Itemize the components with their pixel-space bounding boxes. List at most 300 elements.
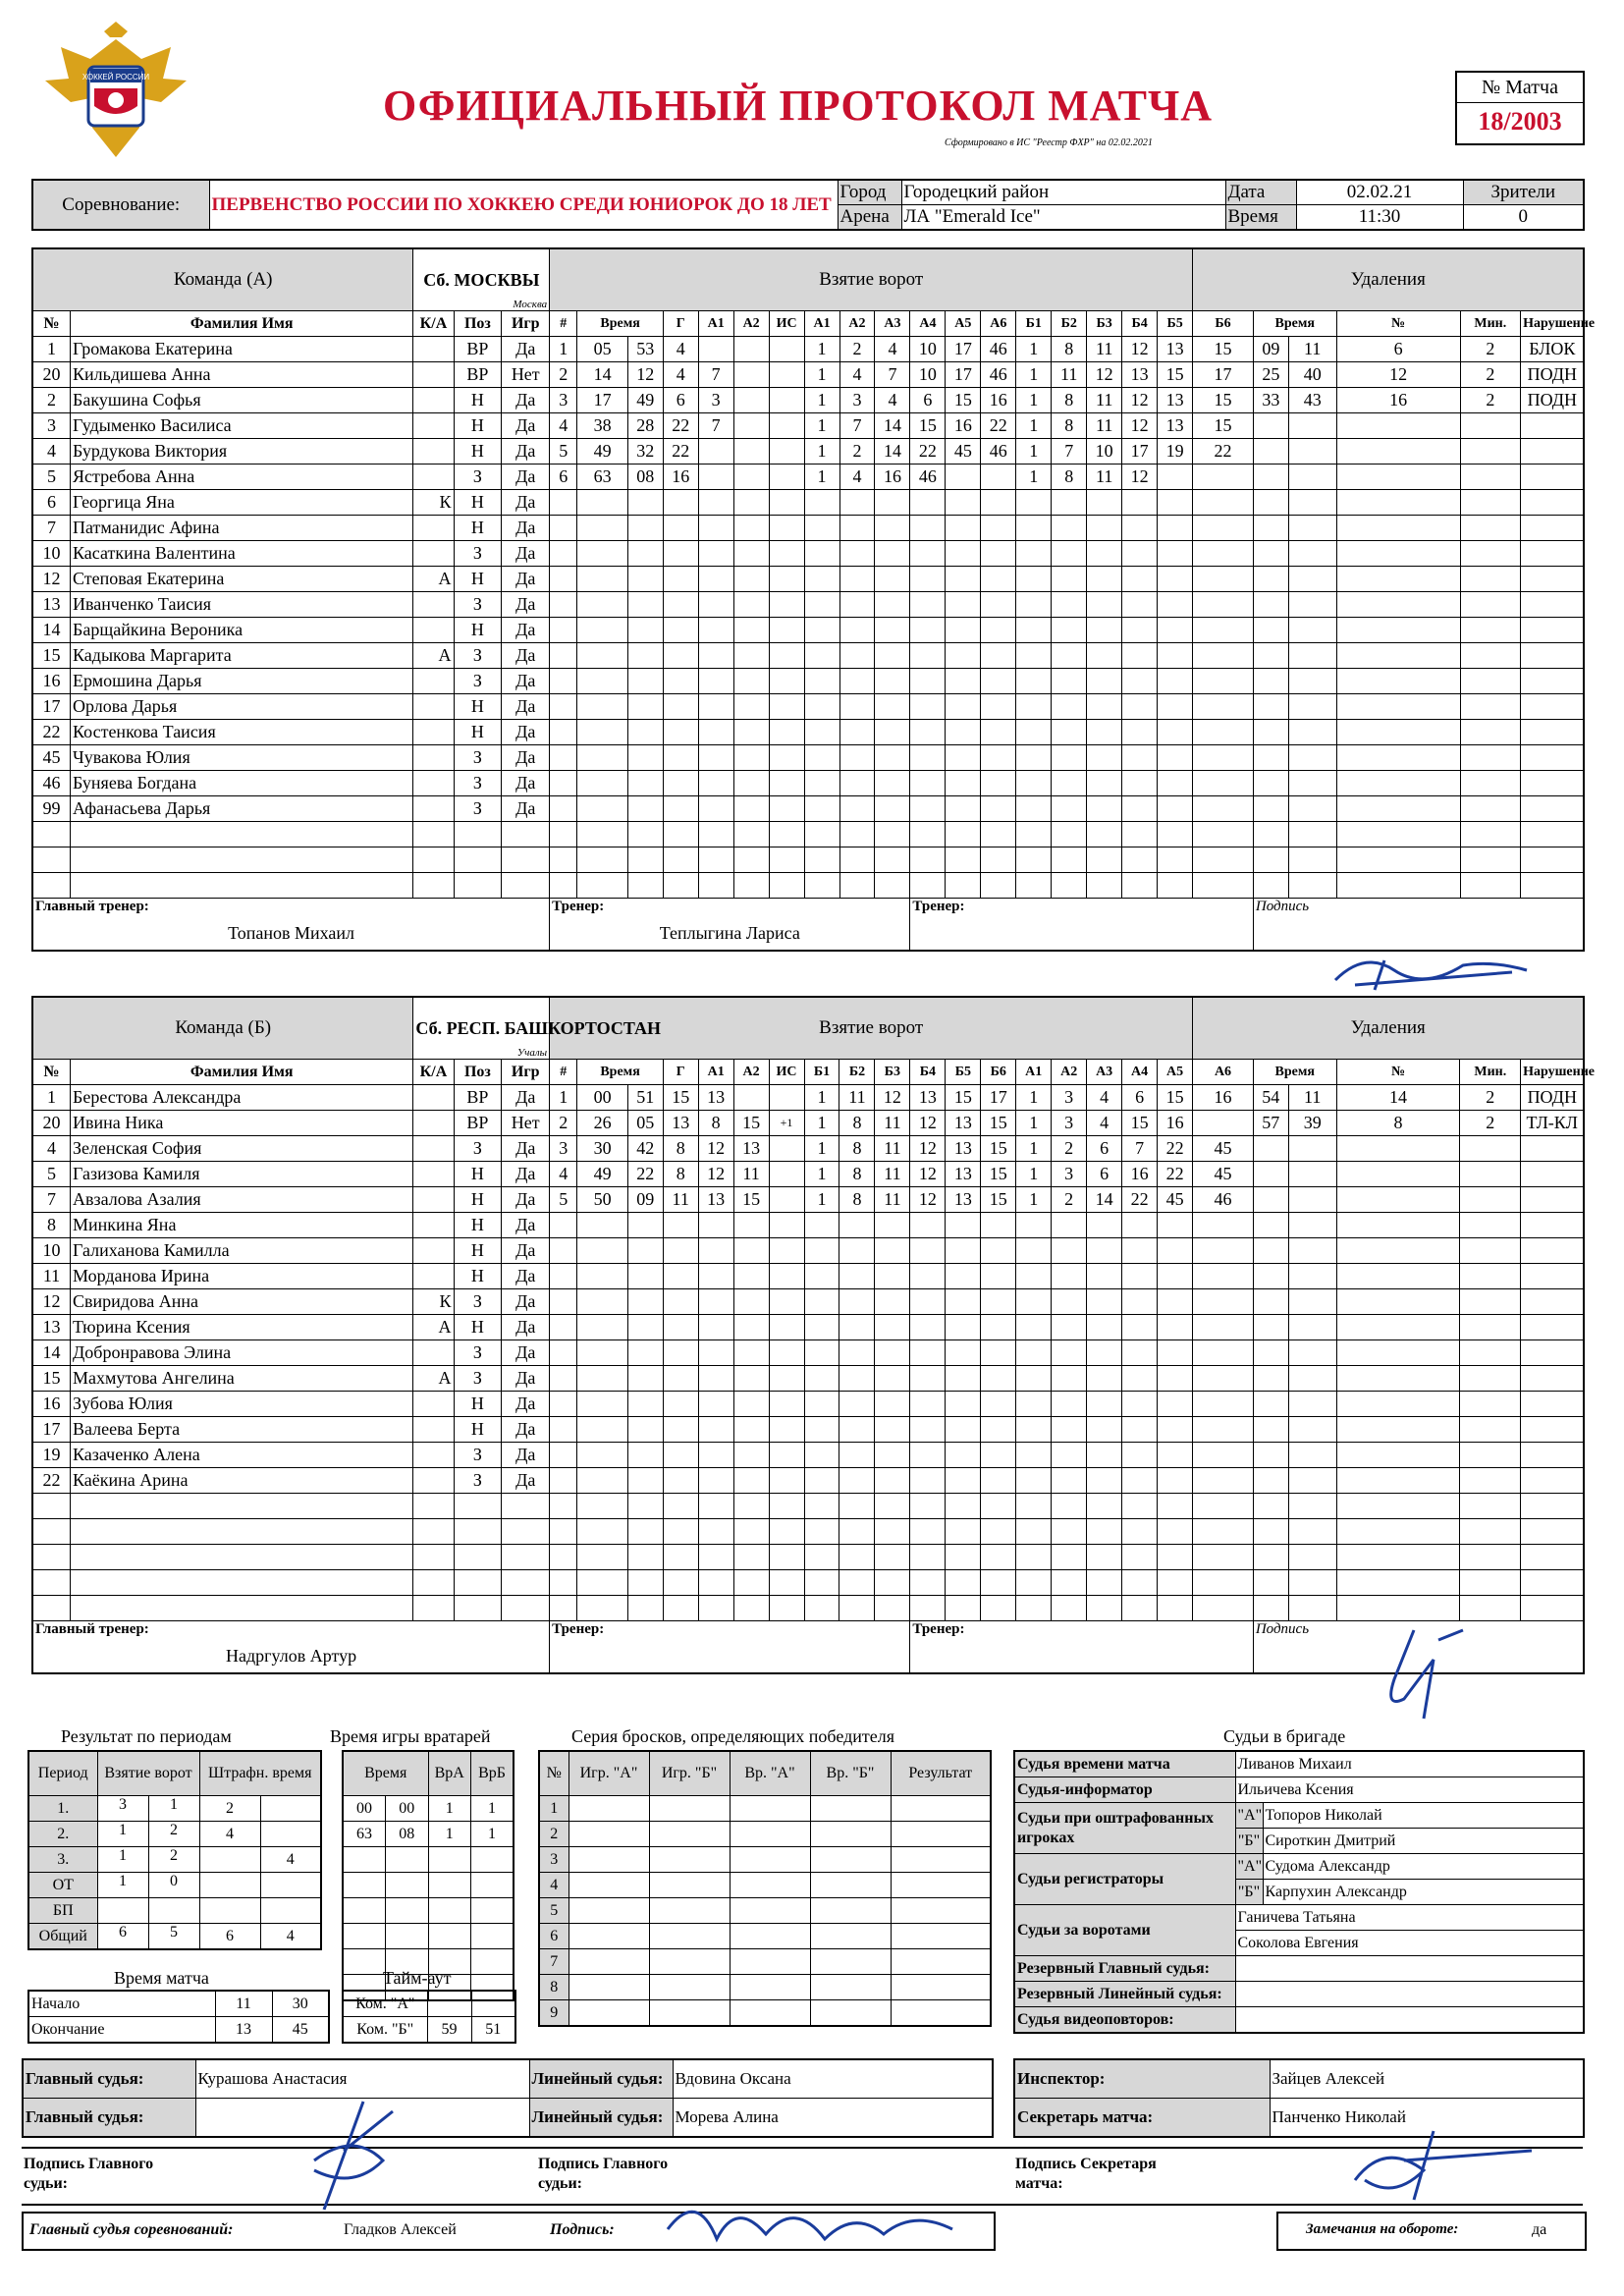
periods-title: Результат по периодам [61,1726,232,1746]
penalty-cell [1288,541,1336,567]
goal-cell [1193,796,1254,822]
goal-cell: 6 [910,388,946,413]
goal-cell [698,822,733,847]
goal-cell [839,771,875,796]
timeout-a-min [427,1991,471,2017]
goal-cell [627,1392,663,1417]
timeout-table [342,1990,516,2044]
goal-cell [1193,490,1254,516]
goal-cell [875,1417,910,1443]
goal-cell [804,1238,839,1264]
player-position [454,1494,502,1519]
player-role [413,1570,454,1596]
goal-cell [1016,873,1052,899]
period-row [28,1898,321,1924]
shootout-cell [649,1975,730,2000]
goal-cell: 7 [698,413,733,439]
player-name: Ермошина Дарья [71,669,413,694]
goal-cell: 1 [550,1085,577,1111]
player-name: Минкина Яна [71,1213,413,1238]
goals-title: Взятие ворот [550,997,1193,1060]
penalty-cell [1288,516,1336,541]
goal-cell [1052,1443,1087,1468]
goal-cell [1016,1494,1052,1519]
goal-cell [698,1315,733,1340]
goal-col-header: А5 [1158,1060,1193,1085]
penalty-cell: 2 [1460,337,1521,362]
goal-cell: 22 [1193,439,1254,465]
penalty-cell [1521,669,1584,694]
goal-cell: 46 [1193,1187,1254,1213]
goal-cell [733,362,769,388]
goal-cell [577,1289,627,1315]
goal-cell [1052,1213,1087,1238]
goal-cell [1122,592,1158,618]
penalty-cell [1253,592,1288,618]
player-role: К [413,1289,454,1315]
goal-cell [1016,694,1052,720]
goal-cell [804,1289,839,1315]
goal-col-header: Г [663,1060,698,1085]
goal-cell [663,1264,698,1289]
goalies-col-time: Время [343,1751,428,1796]
goal-cell [550,1264,577,1289]
goal-cell [946,873,981,899]
goal-cell [804,1443,839,1468]
goal-cell [577,1213,627,1238]
trainer-cell [550,899,910,952]
goal-cell [577,1366,627,1392]
goal-cell [733,592,769,618]
goal-cell [875,1392,910,1417]
goal-cell [663,643,698,669]
roster-col-header: № [32,311,71,337]
player-name [71,1570,413,1596]
goal-judge-1: Ганичева Татьяна [1235,1905,1584,1931]
goal-cell: 13 [946,1111,981,1136]
shootout-cell [568,1796,649,1822]
shootout-number: 3 [539,1847,568,1873]
player-number: 12 [32,567,71,592]
goal-cell [839,720,875,745]
goal-cell [627,1519,663,1545]
penalty-cell: ПОДН [1521,1085,1584,1111]
player-position: З [454,1136,502,1162]
player-position: З [454,1289,502,1315]
goal-cell [663,490,698,516]
goal-cell [875,1570,910,1596]
goal-cell [550,1596,577,1621]
goal-cell [839,1468,875,1494]
penalty-cell: 25 [1253,362,1288,388]
goal-col-header: Б6 [981,1060,1016,1085]
goal-cell [1087,1494,1122,1519]
goal-cell [1158,618,1193,643]
goal-cell: 45 [1158,1187,1193,1213]
competition-name: ПЕРВЕНСТВО РОССИИ ПО ХОККЕЮ СРЕДИ ЮНИОРОК ДО 18 ЛЕТ [209,180,838,230]
goal-cell: 16 [1122,1162,1158,1187]
goal-cell [698,1392,733,1417]
player-played: Да [502,1340,550,1366]
period-goals-value: 1 [98,1873,149,1897]
goal-cell [910,567,946,592]
goal-cell: 46 [981,362,1016,388]
goal-cell [1016,1417,1052,1443]
goal-cell [1193,1238,1254,1264]
penalty-cell [1460,720,1521,745]
penalty-cell [1336,1264,1460,1289]
goal-cell [1016,822,1052,847]
goal-cell [1016,1213,1052,1238]
goal-cell: 8 [698,1111,733,1136]
start-hours: 11 [215,1991,272,2017]
goal-cell [1052,1238,1087,1264]
goal-cell: 15 [1158,362,1193,388]
player-row [32,1085,1584,1111]
penalty-cell: 43 [1288,388,1336,413]
player-number: 15 [32,1366,71,1392]
goal-col-header: Время [577,311,663,337]
goalie-cell: 1 [471,1822,514,1847]
player-row [32,592,1584,618]
goal-cell [663,1213,698,1238]
goal-cell [839,1340,875,1366]
goal-cell [804,694,839,720]
penalty-cell: 57 [1253,1111,1288,1136]
penalty-cell [1460,592,1521,618]
player-row [32,618,1584,643]
goal-cell: 12 [698,1136,733,1162]
player-row [32,822,1584,847]
penalty-cell [1253,1468,1288,1494]
goal-cell: 1 [1016,1111,1052,1136]
goal-cell [698,1545,733,1570]
goal-cell [1016,771,1052,796]
player-role: К [413,490,454,516]
player-name: Бакушина Софья [71,388,413,413]
shootout-cell [730,1924,810,1949]
goal-cell [804,1264,839,1289]
goal-cell [733,465,769,490]
penalty-cell [1460,1340,1521,1366]
player-number [32,1494,71,1519]
goal-cell [733,1494,769,1519]
goal-cell [1122,1340,1158,1366]
goal-cell [1122,490,1158,516]
goal-cell [1087,1570,1122,1596]
spectators-value: 0 [1463,205,1584,231]
goal-cell [663,771,698,796]
player-row [32,516,1584,541]
goal-cell [1087,592,1122,618]
penalty-cell [1460,1136,1521,1162]
player-role [413,541,454,567]
goal-cell [1122,1238,1158,1264]
goal-cell: 3 [550,1136,577,1162]
goal-cell [981,1289,1016,1315]
penalty-cell [1521,1340,1584,1366]
goal-cell [839,669,875,694]
period-label: Общий [28,1924,97,1950]
goal-cell [1122,1443,1158,1468]
team-a-table [31,247,1596,952]
goal-cell [1193,465,1254,490]
goal-cell: 5 [550,439,577,465]
player-row [32,643,1584,669]
goal-cell [1193,1213,1254,1238]
time-value: 11:30 [1296,205,1463,231]
goal-cell [550,1519,577,1545]
goal-cell [769,745,804,771]
shootout-number: 6 [539,1924,568,1949]
penalty-cell [1521,1264,1584,1289]
shootout-cell [810,1949,891,1975]
player-position: З [454,592,502,618]
goal-cell [550,1417,577,1443]
goal-cell [733,1443,769,1468]
goal-cell [804,771,839,796]
penalty-cell: 09 [1253,337,1288,362]
goal-cell [1158,1417,1193,1443]
goal-cell: 12 [910,1187,946,1213]
goal-cell [1052,694,1087,720]
goal-cell [1158,745,1193,771]
goal-cell: 13 [733,1136,769,1162]
roster-col-header: Поз [454,1060,502,1085]
goal-cell: 8 [839,1136,875,1162]
player-row [32,1315,1584,1340]
goal-cell [698,1417,733,1443]
goal-cell [733,1264,769,1289]
line-judge-2-name: Морева Алина [673,2099,993,2138]
penalty-cell [1521,1162,1584,1187]
goal-cell [577,1596,627,1621]
remarks-value: да [1532,2221,1547,2238]
goal-cell [1158,1340,1193,1366]
goal-cell [910,669,946,694]
goal-cell [804,1340,839,1366]
goal-cell [946,1238,981,1264]
goal-cell [1016,516,1052,541]
goal-cell [577,1494,627,1519]
player-name: Громакова Екатерина [71,337,413,362]
roster-col-header: Игр [502,311,550,337]
goal-cell [733,439,769,465]
penalty-cell: 2 [1460,1111,1521,1136]
goal-cell: 1 [804,1111,839,1136]
goal-cell [698,1264,733,1289]
goal-cell [875,1315,910,1340]
goal-cell [1193,669,1254,694]
goal-cell: 7 [698,362,733,388]
goal-cell [839,1443,875,1468]
goal-cell: 11 [875,1111,910,1136]
goal-cell: 8 [663,1136,698,1162]
period-goals [97,1822,199,1847]
penalty-judges-label: Судьи при оштрафованных игроках [1014,1803,1235,1854]
goal-cell [769,669,804,694]
goal-cell: 12 [1122,337,1158,362]
goal-col-header: А2 [1052,1060,1087,1085]
goal-cell: 15 [733,1187,769,1213]
penalty-cell: 2 [1460,388,1521,413]
penalty-cell [1460,1494,1521,1519]
goal-col-header: А5 [946,311,981,337]
goal-cell: 1 [550,337,577,362]
start-label: Начало [28,1991,215,2017]
goal-cell: 6 [1087,1136,1122,1162]
goal-cell [910,1596,946,1621]
period-goals-value: 1 [98,1822,149,1846]
goal-cell [1016,490,1052,516]
penalty-a-name: Топоров Николай [1263,1803,1584,1829]
goal-cell [946,1545,981,1570]
goal-cell [1087,1238,1122,1264]
shootout-cell [649,1873,730,1898]
goal-cell [627,745,663,771]
goalie-cell [386,1898,429,1924]
penalty-cell [1336,745,1460,771]
shootout-cell [810,1822,891,1847]
penalty-cell [1253,1596,1288,1621]
goalie-cell: 1 [428,1796,471,1822]
player-position: Н [454,618,502,643]
goal-cell [769,592,804,618]
penalty-cell: 33 [1253,388,1288,413]
brigade-table [1013,1750,1585,2034]
penalty-cell [1336,796,1460,822]
penalty-cell [1460,567,1521,592]
goal-cell: 15 [910,413,946,439]
goal-cell [946,1596,981,1621]
goal-cell [910,745,946,771]
goal-cell: 05 [577,337,627,362]
goal-cell [550,1213,577,1238]
goal-cell [1193,1545,1254,1570]
goal-cell [1052,1392,1087,1417]
player-number [32,1519,71,1545]
goal-cell [1158,465,1193,490]
goal-cell [981,516,1016,541]
goal-cell [804,541,839,567]
goal-cell [1016,1468,1052,1494]
player-number: 4 [32,1136,71,1162]
goal-cell [1122,1570,1158,1596]
player-role: А [413,1366,454,1392]
goal-cell [946,1468,981,1494]
goal-cell [577,1545,627,1570]
goal-cell [550,643,577,669]
player-played: Да [502,413,550,439]
player-name: Степовая Екатерина [71,567,413,592]
goal-cell [1087,1340,1122,1366]
penalty-cell [1521,618,1584,643]
goal-cell [981,822,1016,847]
goal-cell [1052,1417,1087,1443]
penalty-cell [1460,771,1521,796]
penalty-cell [1521,413,1584,439]
registrar-b-label: "Б" [1235,1880,1263,1905]
goal-cell [627,1596,663,1621]
goal-cell [910,1264,946,1289]
goal-cell [910,1213,946,1238]
player-role [413,1238,454,1264]
goal-cell [1052,720,1087,745]
player-played: Да [502,1392,550,1417]
goal-cell: 6 [1087,1162,1122,1187]
penalty-cell [1336,1519,1460,1545]
goal-cell [1087,1289,1122,1315]
goal-cell [577,490,627,516]
goal-cell: 11 [875,1136,910,1162]
goal-col-header: Б4 [1122,311,1158,337]
goal-cell [577,516,627,541]
player-played [502,847,550,873]
goalies-col-b: ВрБ [471,1751,514,1796]
player-number: 11 [32,1264,71,1289]
shootout-cell [568,1847,649,1873]
penalty-cell [1521,1238,1584,1264]
penalty-cell [1336,694,1460,720]
goal-col-header: ИС [769,311,804,337]
goal-cell [1052,1366,1087,1392]
player-number: 10 [32,541,71,567]
player-role [413,388,454,413]
goal-cell [875,720,910,745]
penalty-cell [1460,1315,1521,1340]
goal-cell [663,618,698,643]
goal-cell: 46 [981,337,1016,362]
player-name: Добронравова Элина [71,1340,413,1366]
goal-cell [1052,873,1087,899]
shootout-cell [891,1898,991,1924]
goal-cell [1016,1366,1052,1392]
goal-cell [1158,1443,1193,1468]
goal-cell [910,1570,946,1596]
spectators-label: Зрители [1463,180,1584,205]
player-played: Да [502,694,550,720]
shootout-cell [568,2000,649,2027]
goal-cell: 1 [804,1162,839,1187]
goal-cell: 4 [663,362,698,388]
goal-cell [663,1238,698,1264]
goal-cell [804,1545,839,1570]
player-row [32,1494,1584,1519]
goal-cell: 5 [550,1187,577,1213]
registrar-b-name: Карпухин Александр [1263,1880,1584,1905]
goal-cell: 1 [804,465,839,490]
goal-cell: 15 [663,1085,698,1111]
goal-cell [550,1468,577,1494]
goal-cell [769,1340,804,1366]
penalty-cell [1521,771,1584,796]
goal-cell [698,1494,733,1519]
goal-cell [577,1443,627,1468]
goal-cell [550,1289,577,1315]
goal-cell [1087,1417,1122,1443]
goal-cell [1158,643,1193,669]
main-judge-1-name: Курашова Анастасия [195,2059,529,2099]
goal-cell: 13 [946,1136,981,1162]
goal-cell [698,1519,733,1545]
goal-cell [769,541,804,567]
goal-cell: 15 [981,1162,1016,1187]
goal-cell [1087,567,1122,592]
goal-cell [875,847,910,873]
goal-cell: 17 [1193,362,1254,388]
goal-cell [627,1494,663,1519]
player-position: З [454,465,502,490]
